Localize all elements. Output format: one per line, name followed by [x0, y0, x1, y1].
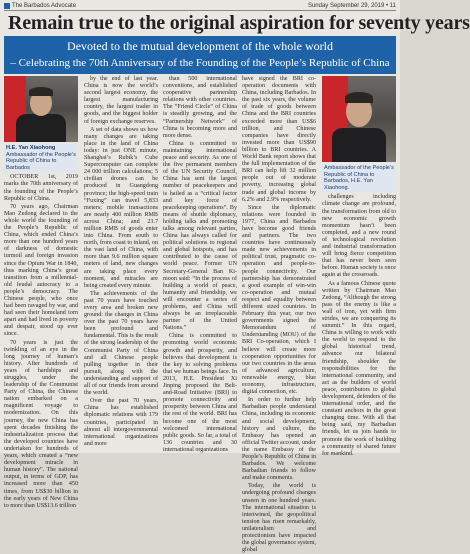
ambassador-photo-right	[322, 76, 396, 162]
article-body	[4, 76, 396, 554]
article-column-1	[4, 76, 78, 509]
paper-logo-icon	[4, 3, 10, 9]
ambassador-hair	[345, 92, 373, 103]
article-column-2	[84, 76, 158, 453]
paragraph: China is committed to maintaining international peace and security. As one of the five permanent members of the UN Security Council, China has sent the largest number of peacekeepers and is hailed as a “critical factor and key force of peacekeeping operations”. By means of shuttle diplomacy, holding talks and promoting talks among relevant parties, China has always called for political solutions to regional and global hotspots, and has contributed to the cause of world peace. Former UN Secretary-General Ban Ki-moon said: “In the process of building a world of peace, humanity and friendship, we will encounter a series of problems, and China will always be an irreplaceable partner of the United Nations.”	[163, 140, 237, 332]
paragraph: Over the past 70 years, China has established diplomatic relations with 179 countries, participated in almost all intergovernmental international organizations and more	[84, 398, 158, 447]
paragraph: A set of data shows us how many changes are taking place in the land of China today: in just ONE minute, Shanghai’s Rubik’s Cube Supercomputer can complete 24 000 trillion calculations; 5 civilian drones can be produced in Guangdong province; the high-speed train “Fuxing” can travel 5,833 meters; mobile transactions are nearly 400 million RMB across China; and 23.7 million RMB of goods enter into China. From south to north, from coast to inland, on the vast land of China, with more than 9.6 million square meters of land, new changes are taking place every moment, and miracles are being created every minute.	[84, 126, 158, 289]
masthead	[4, 1, 396, 10]
ambassador-photo-left	[4, 76, 78, 142]
article-column-5	[322, 76, 396, 457]
photo-caption-right	[322, 164, 396, 192]
paragraph: than 500 international conventions, and established cooperative partnership relations with other countries. The “Friend Circle” of China is steadily growing, and the “Partnership Network” of China is becoming more and more dense.	[163, 76, 237, 139]
paragraph: As a famous Chinese quote written by Chairman Mao Zedong, “Although the strong pass of the enemy is like a wall of iron, yet with firm strides, we are conquering its summit.” In this regard, China is willing to work with the world to respond to the global historical trend, advance our bilateral friendship, shoulder the responsibilities for the international community, and act as the builders of world peace, contributors to global development, defenders of the international order, and the constant anchors in the great changing time. With all that being said, my Barbadian friends, let us join hands to promote the work of building a community of shared future for mankind.	[322, 280, 396, 457]
caption-name: H.E. Yan Xiaohong	[6, 145, 56, 151]
paragraph: have signed the BRI co-operation documents with China, including Barbados. In the past six years, the volume of trade of goods between China and the BRI countries exceeded more than US$6 trillion, and Chinese companies have directly invested more than US$90 billion to BRI countries. A World Bank report shows that the full implementation of the BRI can help lift 32 million people out of moderate poverty, increasing global trade and global income by 6.2% and 2.9% respectively.	[242, 76, 316, 203]
paragraph: 70 years is just the twinkling of an eye in the long journey of human’s history. After hundreds of years of hardships and struggles, under the leadership of the Communist Party of China, the Chinese nation embarked on a magnificent voyage to modernization. On this journey, the new China has spent decades finishing the industrialization process that the developed countries have undertaken for hundreds of years, which created a “new development miracle in human history”. The national output, in terms of GDP, has increased more than 450 times, from US$30 billion in the early years of New China to more than US$13.6 trillion	[4, 339, 78, 509]
paragraph: 70 years ago, Chairman Mao Zedong declared to the whole world the founding of the People’s Republic of China, which ended China’s more than one hundred years of darkness of domestic turmoil and foreign invasion since the Opium War in 1840, thus marking China’s great transition from a millennial-old feudal autocracy to a people’s democracy. The Chinese people, who once had been ravaged by war, and had seen their homeland torn apart and had lived in poverty and despair, stood up ever since.	[4, 203, 78, 338]
ambassador-figure	[332, 128, 386, 162]
subheadline-banner	[4, 36, 396, 74]
headline: Remain true to the original aspiration for seventy years	[8, 12, 470, 34]
caption-title: Ambassador of the People’s Republic of China to Barbados	[6, 151, 76, 171]
subheadline-line-1: Devoted to the mutual development of the whole world	[67, 39, 333, 53]
paragraph: challenges including climate change are profound, the transformation from old to new economic growth momentum hasn’t been completed, and a new round of technological revolution and industrial transformation will bring fierce competition that has never been seen before. Human society is once again at the crossroads.	[322, 194, 396, 279]
paragraph: Since the diplomatic relations were founded in 1977, China and Barbados have become good friends and partners. The two countries have continuously made new achievements in political trust, pragmatic co-operation and people-to-people connectivity. Our partnership has demonstrated a good example of win-win co-operation and mutual respect and equality between different sized countries. In February this year, our two governments signed the Memorandum of Understanding (MOU) of the BRI Co-operation, which I believe will create more cooperation opportunities for our two countries in the areas of advanced agriculture, renewable energy, blue economy, infrastructure, digital connection, etc.	[242, 204, 316, 396]
paragraph: In order to further help Barbadian people understand China, including its economic and social development, history and culture, the Embassy has opened an official Twitter account, under the name Embassy of the People’s Republic of China in Barbados. We welcome Barbadian friends to follow and make comments.	[242, 397, 316, 482]
article-column-4	[242, 76, 316, 554]
paragraph: China is committed to promoting world economic growth and prosperity, and believes that development is the key to solving problems that we human beings face. In 2013, H.E. President Xi Jinping proposed the Belt-and-Road Initiative (BRI) to promote connectivity and prosperity between China and the rest of the world. BRI has become one of the most welcomed international public goods. So far, a total of 136 countries and 30 international organizations	[163, 333, 237, 453]
dateline: Sunday September 29, 2019 • 11	[307, 2, 396, 9]
photo-caption-left	[4, 144, 78, 172]
article-column-3	[163, 76, 237, 453]
paragraph: OCTOBER 1st, 2019 marks the 70th anniversary of the founding of the People’s Republic of China.	[4, 174, 78, 202]
ambassador-figure	[16, 114, 66, 142]
subheadline-line-2: – Celebrating the 70th Anniversary of the Founding of the People’s Republic of China	[10, 57, 390, 69]
ambassador-hair	[29, 87, 53, 96]
paper-name: The Barbados Advocate	[12, 2, 77, 9]
paragraph: Today, the world is undergoing profound changes unseen in one hundred years. The international situation is intertwined, the geopolitical tension has risen remarkably, unilateralism and protectionism have impacted the global governance system, global	[242, 483, 316, 554]
masthead-left	[4, 3, 76, 9]
paragraph: by the end of last year. China is now the world’s second largest economy, the largest manufacturing country, the largest trader in goods, and the biggest holder of foreign exchange reserves.	[84, 76, 158, 125]
paragraph: The achievements of the past 70 years have touched every area and broken new ground: the changes in China over the past 70 years have been profound and fundamental. This is the result of the strong leadership of the Communist Party of China and all Chinese people pulling together in their pursuit, along with the understanding and support of all of our friends from around the world.	[84, 290, 158, 397]
caption-title: Ambassador of the People’s Republic of China to Barbados, H.E. Yan Xiaohong.	[324, 165, 394, 191]
